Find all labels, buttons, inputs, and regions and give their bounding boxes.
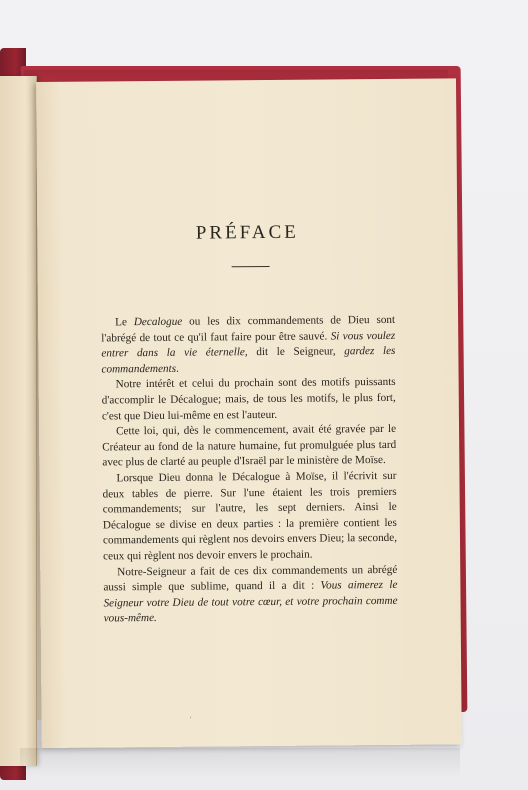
page-mark: ‘ (189, 716, 192, 723)
text-run: Notre intérêt et celui du prochain sont des motifs puissants d'accomplir le Décalogue; mais, de tous les motifs, le plus fort, c'est que Dieu lui-même en est l'auteur. (101, 376, 396, 422)
left-page-edge (0, 76, 37, 766)
bottom-shadow (20, 748, 460, 778)
text-run: Cette loi, qui, dès le commencement, avait été gravée par le Créateur au fond de la nature humaine, fut promulguée plus tard avec plus de clarté au peuple d'Israël par le ministère de Moïse. (102, 423, 397, 469)
text-run: Le (115, 316, 134, 329)
preface-paragraph (102, 422, 396, 471)
italic-text: Decalogue (133, 315, 183, 329)
preface-paragraph (102, 469, 397, 565)
preface-paragraph (101, 313, 396, 378)
italic-text: gardez les commandements (101, 345, 396, 376)
italic-text: Vous aimerez le Seigneur votre Dieu de tout votre cœur, et votre prochain comme vous-même. (103, 578, 398, 625)
book-page (36, 78, 462, 748)
text-run: , dit le Seigneur, (244, 345, 345, 359)
text-run: ou les dix commandements de Dieu sont l'abrégé de tout ce qu'il faut faire pour être sauvé. (101, 313, 396, 345)
preface-paragraph (103, 562, 398, 627)
text-run: Notre-Seigneur a fait de ces dix commandements un abrégé aussi simple que sublime, quand il a dit : (103, 563, 398, 594)
title-rule (232, 266, 270, 267)
text-run: . (176, 362, 179, 375)
italic-text: Si vous voulez entrer dans la vie éternelle (101, 329, 396, 360)
preface-paragraph (102, 375, 396, 424)
page-title: PRÉFACE (195, 221, 299, 244)
preface-body (101, 313, 398, 627)
text-run: Lorsque Dieu donna le Décalogue à Moïse, il l'écrivit sur deux tables de pierre. Sur l'une étaient les trois premiers commandements; sur l'autre, les sept derniers. Ainsi le Décalogue se divise en deux parties : la première contient les commandements qui règlent nos devoirs envers Dieu; la seconde, ceux qui règlent nos devoir envers le prochain. (102, 469, 398, 563)
